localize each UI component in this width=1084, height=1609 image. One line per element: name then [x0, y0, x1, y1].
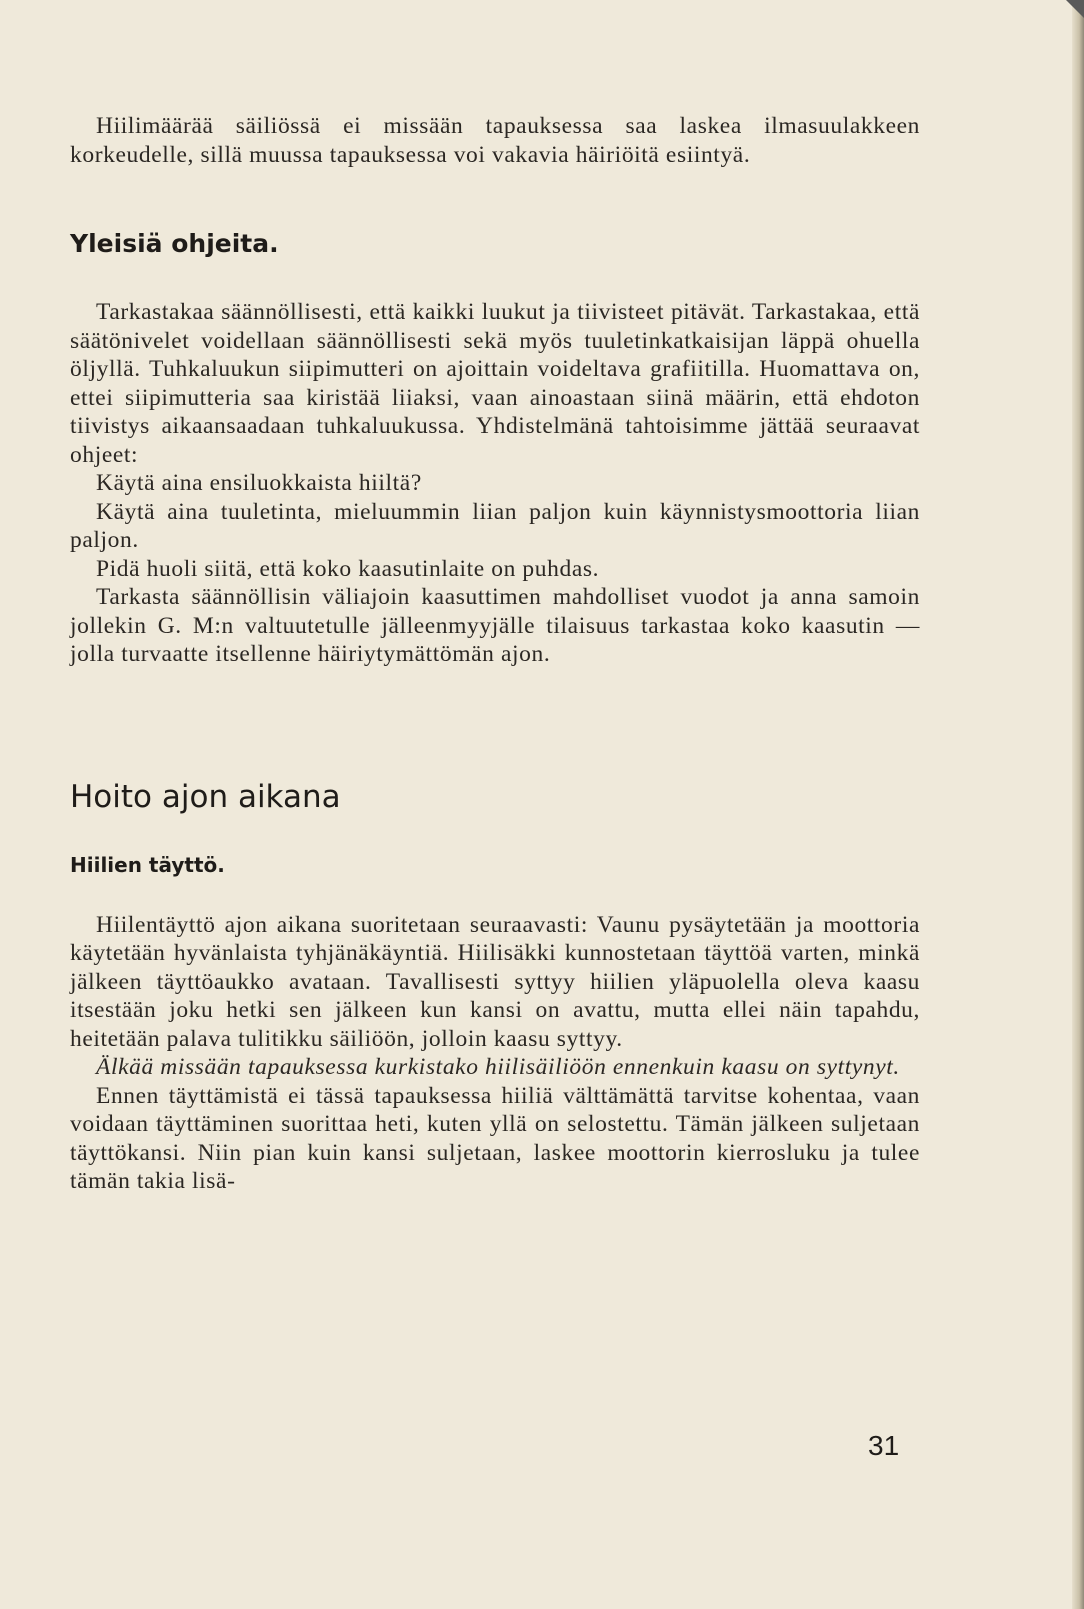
corner-fold — [1044, 0, 1084, 40]
tip-item: Tarkasta säännöllisin väliajoin kaasuttimen mahdolliset vuodot ja anna samoin jollekin G. M:n valtuutetulle jälleenmyyjälle tilaisuus tarkastaa koko kaasutin — jolla turvaatte itsellenne häiriytymättömän ajon. — [70, 584, 920, 667]
coal-fill-paragraph: Hiilentäyttö ajon aikana suoritetaan seuraavasti: Vaunu pysäytetään ja moottoria käytetään hyvänlaista tyhjänäkäyntiä. Hiilisäkki kunnostetaan täyttöä varten, minkä jälkeen täyttöaukko avataan. Tavallisesti syttyy hiilien yläpuolella oleva kaasu itsestään joku hetki sen jälkeen kun kansi on avattu, mutta ellei näin tapahdu, heitetään palava tulitikku säiliöön, jolloin kaasu syttyy. — [70, 911, 920, 1052]
page-edge — [1072, 0, 1084, 1609]
section-heading-driving: Hoito ajon aikana — [70, 778, 341, 815]
tip-item: Käytä aina tuuletinta, mieluummin liian paljon kuin käynnistysmoottoria liian paljon. — [70, 498, 920, 553]
tip-item: Pidä huoli siitä, että koko kaasutinlaite on puhdas. — [96, 555, 600, 582]
intro-paragraph: Hiilimäärää säiliössä ei missään tapauksessa saa laskea ilmasuulakkeen korkeudelle, sillä muussa tapauksessa voi vakavia häiriöitä esiintyä. — [70, 113, 920, 168]
text-column — [70, 112, 920, 1196]
warning-text: Älkää missään tapauksessa kurkistako hiilisäiliöön ennenkuin kaasu on syttynyt. — [96, 1054, 900, 1080]
subsection-heading-coal-fill: Hiilien täyttö. — [70, 852, 225, 877]
general-paragraph: Tarkastakaa säännöllisesti, että kaikki luukut ja tiivisteet pitävät. Tarkastakaa, että säätönivelet voidellaan säännöllisesti sekä myös tuuletinkatkaisijan läppä ohuella öljyllä. Tuhkaluukun siipimutteri on ajoittain voideltava grafiitilla. Huomattava on, ettei siipimutteria saa kiristää liiaksi, vaan ainoastaan siinä määrin, että ehdoton tiivistys aikaansaadaan tuhkaluukussa. Yhdistelmänä tahtoisimme jättää seuraavat ohjeet: — [70, 299, 920, 468]
section-heading-general: Yleisiä ohjeita. — [70, 229, 279, 258]
coal-fill-paragraph-2: Ennen täyttämistä ei tässä tapauksessa hiiliä välttämättä tarvitse kohentaa, vaan voidaan täyttäminen suorittaa heti, kuten yllä on selostettu. Tämän jälkeen suljetaan täyttökansi. Niin pian kuin kansi suljetaan, laskee moottorin kierrosluku ja tulee tämän takia lisä- — [70, 1082, 920, 1194]
page-number: 31 — [868, 1430, 900, 1461]
tip-item: Käytä aina ensiluokkaista hiiltä? — [96, 470, 422, 496]
